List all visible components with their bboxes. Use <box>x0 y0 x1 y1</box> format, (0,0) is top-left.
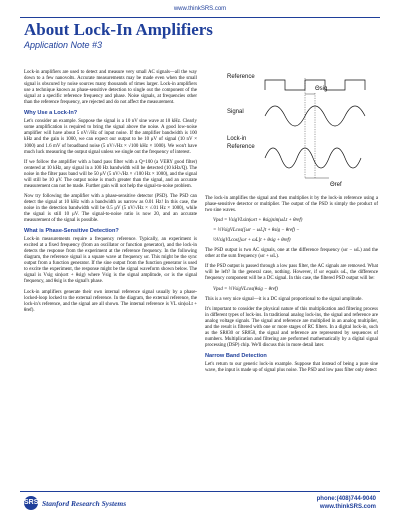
label-theta-sig: Θsig <box>315 86 328 92</box>
equation: Vpsd = VsigVLsin(ωrt + θsig)sin(ωLt + θref) <box>213 218 303 224</box>
equation: Vpsd = ½VsigVLcos(θsig − θref) <box>213 286 278 292</box>
paragraph: The lock-in amplifies the signal and then multiplies it by the lock-in reference using a phase-sensitive detector or multiplier. The output of the PSD is simply the product of two sine waves. <box>205 196 378 214</box>
paragraph: This is a very nice signal—it is a DC signal proportional to the signal amplitude. <box>205 296 363 302</box>
title-rule <box>20 17 380 18</box>
footer-rule <box>20 491 380 492</box>
paragraph: Lock-in amplifiers generate their own internal reference signal usually by a phase-locked-loop locked to the external reference. In the diagram, the external reference, the lock-in's reference, and the signal are all shown. The internal reference is VL sin(ωLt + θref). <box>24 289 197 313</box>
page-subtitle: Application Note #3 <box>24 40 103 50</box>
intro-paragraph: Lock-in amplifiers are used to detect and measure very small AC signals—all the way down to a few nanovolts. Accurate measurements may be made even when the small signal is obscured by noise sources many thousands of times larger. Lock-in amplifiers use a technique known as phase-sensitive detection to single out the component of the signal at a specific reference frequency and phase. Noise signals, at frequencies other than the reference frequency, are rejected and do not affect the measurement. <box>24 70 197 106</box>
label-lockin: Lock-in <box>227 136 247 142</box>
paragraph: Lock-in measurements require a frequency reference. Typically, an experiment is excited at a fixed frequency (from an oscillator or function generator), and the lock-in detects the response from the experiment at the reference frequency. In the following diagram, the reference signal is a square wave at frequency ωr. This might be the sync output from a function generator. If the sine output from the function generator is used to excite the experiment, the response might be the signal waveform shown below. The signal is Vsig sin(ωrt + θsig) where Vsig is the signal amplitude, ωr is the signal frequency, and θsig is the signal's phase. <box>24 237 197 285</box>
header-url[interactable]: www.thinkSRS.com <box>173 6 227 12</box>
paragraph: It's important to consider the physical nature of this multiplication and filtering process in different types of lock-ins. In traditional analog lock-ins, the signal and reference are analog voltage signals. The signal and reference are multiplied in an analog multiplier, and the result is filtered with one or more stages of RC filters. In a digital lock-in, such as the SR830 or SR850, the signal and reference are represented by sequences of numbers. Multiplication and filtering are performed mathematically by a digital signal processing (DSP) chip. We'll discuss this in more detail later. <box>205 306 378 348</box>
label-reference-2: Reference <box>227 144 255 150</box>
heading-psd: What is Phase-Sensitive Detection? <box>24 228 119 235</box>
label-theta-ref: Θref <box>330 182 342 188</box>
paragraph: Let's consider an example. Suppose the signal is a 10 nV sine wave at 10 kHz. Clearly some amplification is required to bring the signal above the noise. A good low-noise amplifier will have about 5 nV/√Hz of input noise. If the amplifier bandwidth is 100 kHz and the gain is 1000, we can expect our output to be 10 μV of signal (10 nV × 1000) and 1.6 mV of broadband noise (5 nV/√Hz × √100 kHz × 1000). We won't have much luck measuring the output signal unless we single out the frequency of interest. <box>24 119 197 155</box>
right-column <box>205 196 378 378</box>
left-column <box>24 70 197 318</box>
lockin-sine-wave <box>265 148 361 168</box>
paragraph: If we follow the amplifier with a band pass filter with a Q=100 (a VERY good filter) centered at 10 kHz, any signal in a 100 Hz bandwidth will be detected (10 kHz/Q). The noise in the filter pass band will be 50 μV (5 nV/√Hz × √100 Hz × 1000), and the signal will still be 10 μV. The output noise is much greater than the signal, and an accurate measurement can not be made. Further gain will not help the signal-to-noise problem. <box>24 159 197 189</box>
equation: ½VsigVLcos([ωr + ωL]t + θsig + θref) <box>213 238 291 244</box>
paragraph: Let's return to our generic lock-in example. Suppose that instead of being a pure sine wave, the input is made up of signal plus noise. The PSD and low pass filter only detect <box>205 361 378 374</box>
heading-why-use: Why Use a Lock-In? <box>24 110 78 117</box>
label-signal: Signal <box>227 109 244 115</box>
footer-contact <box>317 495 376 511</box>
company-name: Stanford Research Systems <box>42 499 127 508</box>
footer-url[interactable]: www.thinkSRS.com <box>319 504 376 510</box>
waveform-diagram <box>205 68 380 193</box>
equation: = ½VsigVLcos([ωr − ωL]t + θsig − θref) − <box>213 228 300 234</box>
label-reference: Reference <box>227 74 255 80</box>
paragraph: If the PSD output is passed through a low pass filter, the AC signals are removed. What will be left? In the general case, nothing. However, if ωr equals ωL, the difference frequency component will be a DC signal. In this case, the filtered PSD output will be: <box>205 264 378 282</box>
heading-narrow-band: Narrow Band Detection <box>205 352 267 359</box>
paragraph: The PSD output is two AC signals, one at the difference frequency (ωr − ωL) and the other at the sum frequency (ωr + ωL). <box>205 248 378 260</box>
srs-logo: SRS <box>24 496 38 510</box>
paragraph: Now try following the amplifier with a phase-sensitive detector (PSD). The PSD can detect the signal at 10 kHz with a bandwidth as narrow as 0.01 Hz! In this case, the noise in the detection bandwidth will be 0.5 μV (5 nV/√Hz × √.01 Hz × 1000), while the signal is still 10 μV. The signal-to-noise ratio is now 20, and an accurate measurement of the signal is possible. <box>24 193 197 224</box>
footer-phone: phone:(408)744-9040 <box>316 496 376 502</box>
page-title: About Lock-In Amplifiers <box>24 20 213 39</box>
